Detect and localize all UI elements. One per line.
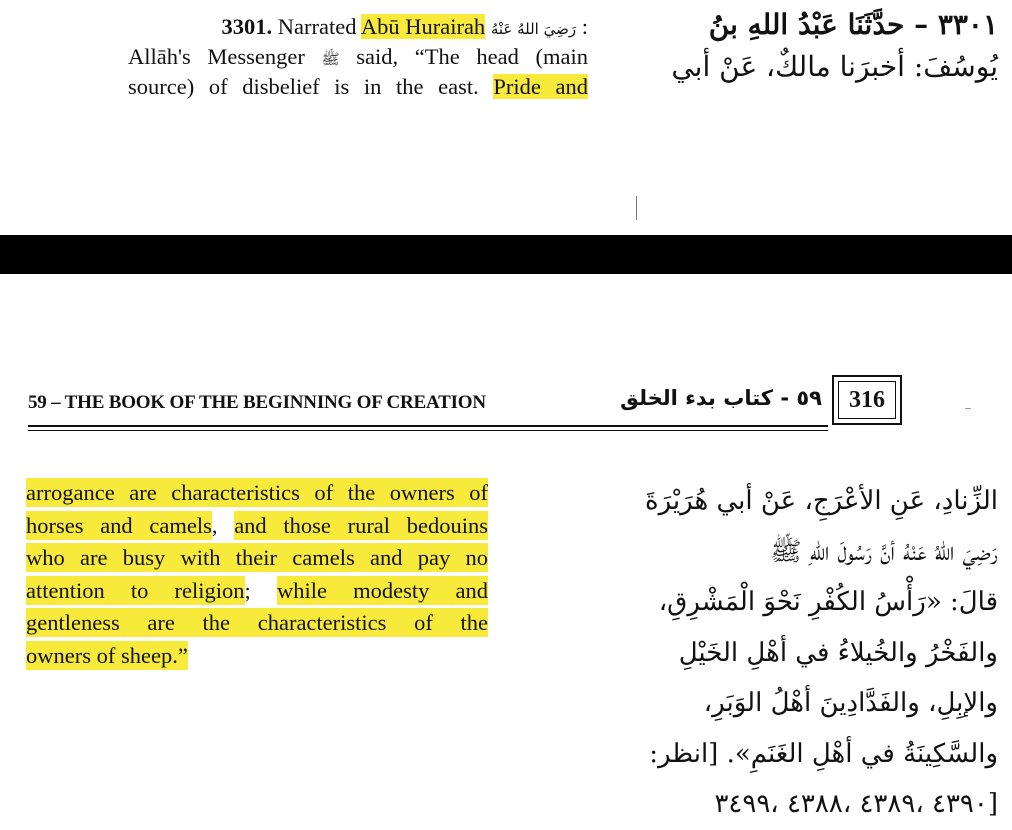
- top-en-line-3: [128, 72, 588, 102]
- main-en-line-1: [26, 477, 488, 510]
- header-rule-thick: [28, 425, 828, 427]
- main-en-line-2: [26, 510, 488, 543]
- highlight: owners of sheep.”: [26, 642, 188, 668]
- page-number: 316: [838, 381, 896, 419]
- highlight: horses and camels: [26, 512, 212, 538]
- line2-part-a: Allāh's Messenger: [128, 44, 322, 69]
- highlight: attention to religion: [26, 577, 245, 603]
- main-ar-line-1: الزِّنادِ، عَنِ الأعْرَجِ، عَنْ أبي هُرَيْرَةَ: [644, 486, 998, 516]
- colon: :: [576, 14, 588, 39]
- scan-mark: [636, 196, 637, 220]
- top-arabic-text: [600, 4, 998, 88]
- narrated-label: Narrated: [272, 14, 361, 39]
- top-ar-line-1: ٣٣٠١ – حدَّثَنَا عَبْدُ اللهِ بنُ: [708, 8, 998, 41]
- top-en-line-1: [128, 12, 588, 42]
- page-separator-band: [0, 235, 1012, 274]
- line3-part-a: source) of disbelief is in the east.: [128, 74, 494, 99]
- highlight: arrogance are characteristics of the owners of: [26, 480, 488, 505]
- book-title-english: 59 – THE BOOK OF THE BEGINNING OF CREATION: [28, 392, 486, 413]
- book-title-arabic: ٥٩ - كتاب بدء الخلق: [620, 386, 822, 410]
- main-en-line-4: [26, 575, 488, 608]
- main-ar-line-4: والفَخْرُ والخُيلاءُ في أهْلِ الخَيْلِ: [678, 637, 998, 668]
- pbuh-glyph: ﷺ: [321, 50, 340, 68]
- main-ar-line-6: والسَّكِينَةُ في أهْلِ الغَنَمِ». [انظر:: [649, 738, 998, 769]
- main-ar-line-3: قالَ: «رَأْسُ الكُفْرِ نَحْوَ الْمَشْرِقِ،: [658, 587, 998, 617]
- main-en-line-3: [26, 542, 488, 575]
- top-ar-line-2: يُوسُفَ: أخبرَنا مالكٌ، عَنْ أبي: [671, 50, 998, 83]
- narrator-name: Abū Hurairah: [360, 14, 486, 39]
- highlight: gentleness are the characteristics of the: [26, 610, 488, 635]
- line3-highlight: Pride and: [493, 74, 588, 99]
- main-english-text: [26, 477, 488, 672]
- main-ar-line-2: رَضِيَ اللهُ عَنْهُ أنَّ رَسُولَ اللهِ ﷺ: [770, 536, 998, 567]
- highlight: while modesty and: [276, 577, 488, 603]
- hadith-number: 3301.: [221, 14, 273, 39]
- main-ar-line-5: والإبِلِ، والفَدَّادِينَ أهْلُ الوَبَرِ،: [703, 688, 998, 718]
- margin-mark: [965, 408, 971, 409]
- main-en-line-6: [26, 640, 488, 673]
- highlight: who are busy with their camels and pay no: [26, 545, 488, 570]
- main-ar-line-7: [٤٣٩٠ ،٤٣٨٩ ،٤٣٨٨ ،٣٤٩٩: [714, 789, 998, 819]
- top-en-line-2: [128, 42, 588, 72]
- separator: ,: [211, 512, 235, 538]
- page-number-box: [832, 375, 902, 425]
- main-arabic-text: [512, 476, 998, 830]
- honorific-arabic: رَضِيَ اللهُ عَنْهُ: [490, 20, 577, 38]
- line2-part-b: said, “The head (main: [339, 44, 588, 69]
- highlight: and those rural bedouins: [234, 512, 488, 538]
- header-rule-thin: [28, 430, 828, 431]
- main-en-line-5: [26, 607, 488, 640]
- separator: ;: [244, 577, 277, 603]
- top-english-text: [128, 12, 588, 102]
